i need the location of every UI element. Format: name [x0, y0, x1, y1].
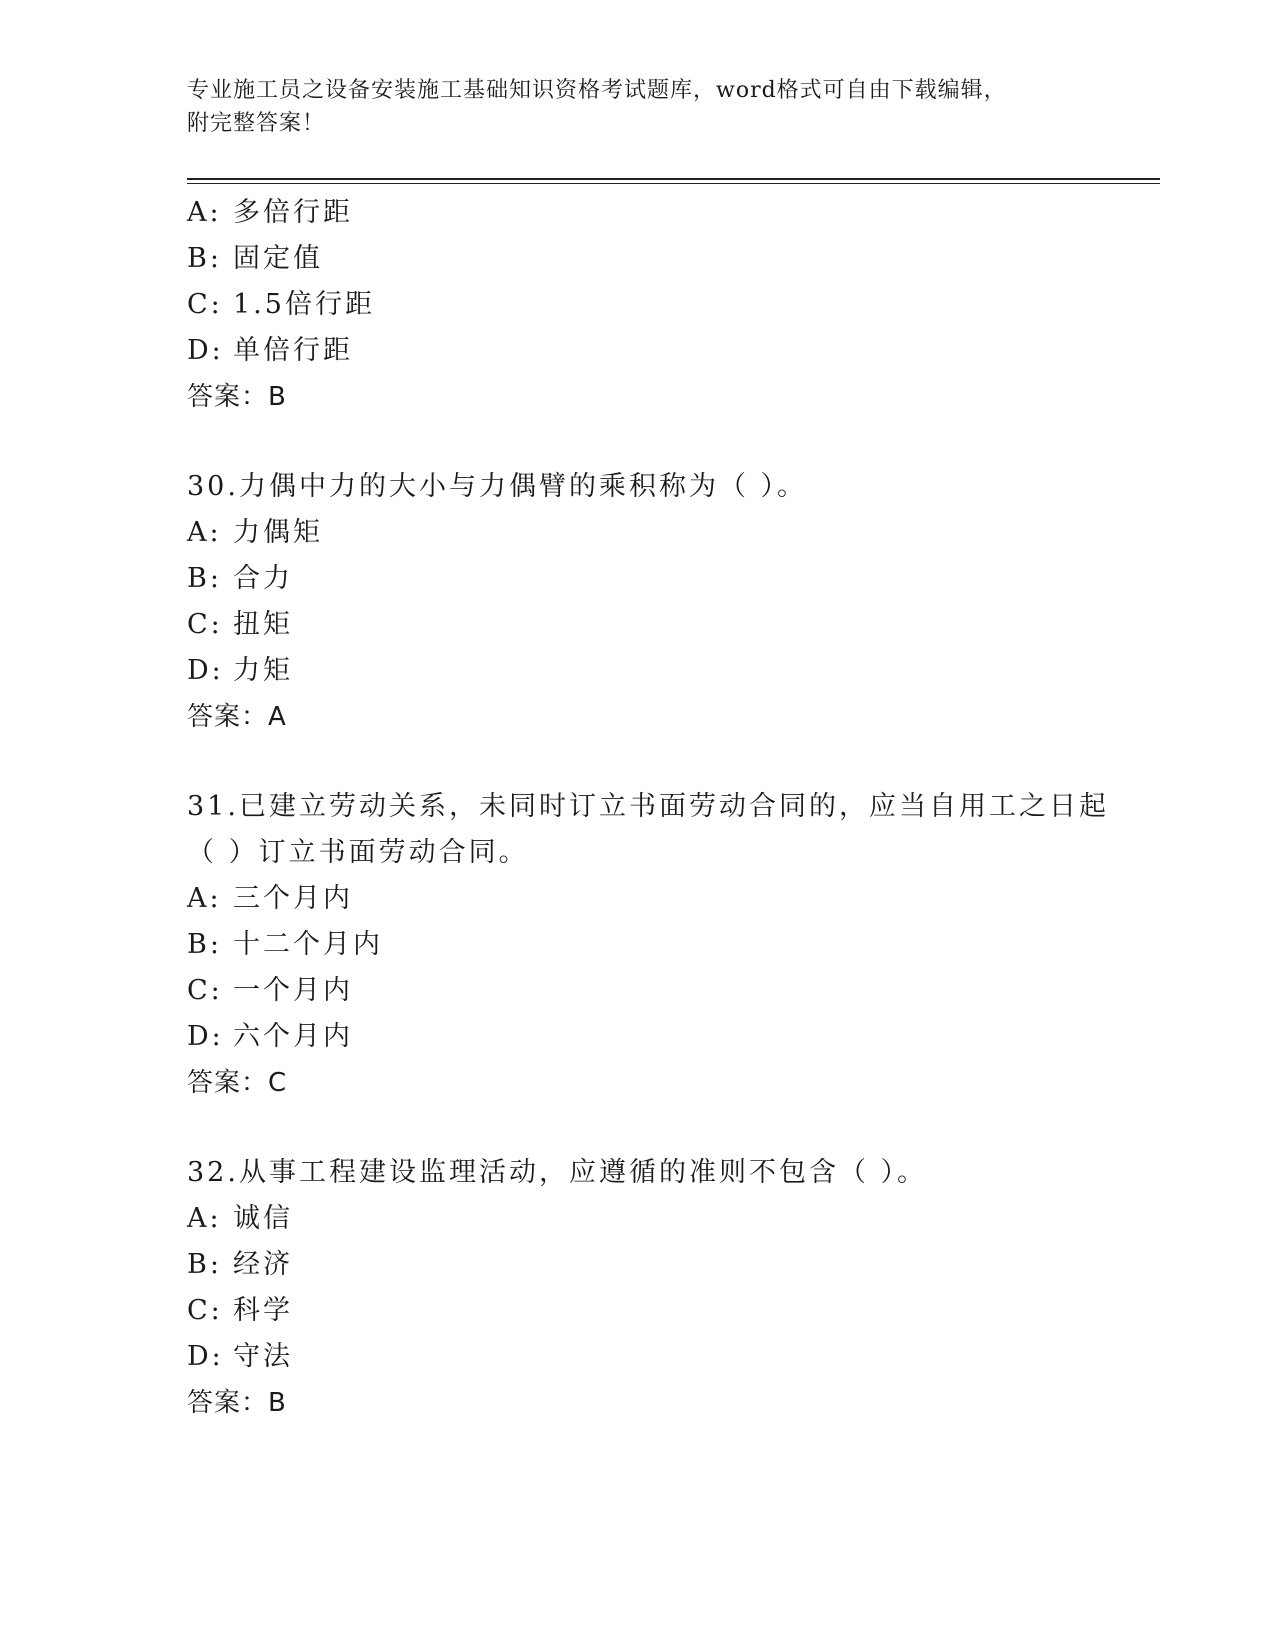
option-c [187, 282, 1147, 328]
header-line-2: 附完整答案！ [187, 111, 326, 136]
option-text: 多倍行距 [233, 197, 353, 228]
option-c [187, 602, 1147, 648]
option-letter: C: [187, 609, 223, 640]
option-letter: A: [187, 1203, 222, 1234]
option-letter: D: [187, 1341, 224, 1372]
answer-value: B [268, 382, 287, 412]
answer-value: A [268, 702, 287, 732]
header-divider-thick [187, 178, 1160, 180]
option-letter: A: [187, 197, 222, 228]
question-30 [187, 464, 1147, 740]
option-letter: D: [187, 335, 224, 366]
option-text: 科学 [233, 1295, 293, 1326]
answer-line [187, 694, 1147, 740]
answer-line [187, 1380, 1147, 1426]
spacer [187, 1106, 1147, 1150]
option-b [187, 922, 1147, 968]
option-letter: B: [187, 563, 222, 594]
option-b [187, 236, 1147, 282]
option-text: 扭矩 [233, 609, 293, 640]
option-c [187, 968, 1147, 1014]
option-d [187, 1334, 1147, 1380]
option-text: 十二个月内 [233, 929, 383, 960]
option-d [187, 648, 1147, 694]
spacer [187, 420, 1147, 464]
answer-value: B [268, 1388, 287, 1418]
option-a [187, 876, 1147, 922]
answer-label: 答案： [187, 702, 269, 732]
option-letter: C: [187, 975, 223, 1006]
question-32 [187, 1150, 1147, 1426]
option-letter: C: [187, 1295, 223, 1326]
prev-question-block [187, 190, 1147, 420]
header-divider-thin [187, 183, 1160, 184]
option-text: 固定值 [233, 243, 323, 274]
answer-label: 答案： [187, 382, 269, 412]
question-stem: 30.力偶中力的大小与力偶臂的乘积称为（ ）。 [187, 471, 808, 502]
answer-label: 答案： [187, 1388, 269, 1418]
option-b [187, 556, 1147, 602]
option-letter: B: [187, 243, 222, 274]
option-letter: A: [187, 883, 222, 914]
option-text: 力矩 [233, 655, 293, 686]
option-text: 一个月内 [233, 975, 353, 1006]
question-stem-continued: （ ）订立书面劳动合同。 [187, 837, 529, 868]
option-text: 力偶矩 [233, 517, 323, 548]
question-31 [187, 784, 1147, 1106]
answer-line [187, 374, 1147, 420]
option-a [187, 190, 1147, 236]
document-header [187, 74, 1087, 140]
option-text: 守法 [233, 1341, 293, 1372]
option-a [187, 510, 1147, 556]
option-c [187, 1288, 1147, 1334]
option-letter: D: [187, 1021, 224, 1052]
option-text: 诚信 [233, 1203, 293, 1234]
option-text: 经济 [233, 1249, 293, 1280]
option-text: 1.5倍行距 [233, 289, 375, 320]
question-stem: 32.从事工程建设监理活动，应遵循的准则不包含（ ）。 [187, 1157, 928, 1188]
question-list [187, 190, 1147, 1426]
spacer [187, 740, 1147, 784]
header-line-1: 专业施工员之设备安装施工基础知识资格考试题库，word格式可自由下载编辑， [187, 78, 1007, 103]
option-letter: A: [187, 517, 222, 548]
option-d [187, 1014, 1147, 1060]
option-b [187, 1242, 1147, 1288]
answer-value: C [268, 1068, 288, 1098]
option-text: 单倍行距 [233, 335, 353, 366]
option-text: 六个月内 [233, 1021, 353, 1052]
answer-label: 答案： [187, 1068, 269, 1098]
answer-line [187, 1060, 1147, 1106]
option-letter: B: [187, 1249, 222, 1280]
option-letter: C: [187, 289, 223, 320]
option-letter: B: [187, 929, 222, 960]
option-a [187, 1196, 1147, 1242]
option-text: 合力 [233, 563, 293, 594]
question-stem: 31.已建立劳动关系，未同时订立书面劳动合同的，应当自用工之日起 [187, 791, 1109, 822]
option-text: 三个月内 [233, 883, 353, 914]
option-letter: D: [187, 655, 224, 686]
option-d [187, 328, 1147, 374]
